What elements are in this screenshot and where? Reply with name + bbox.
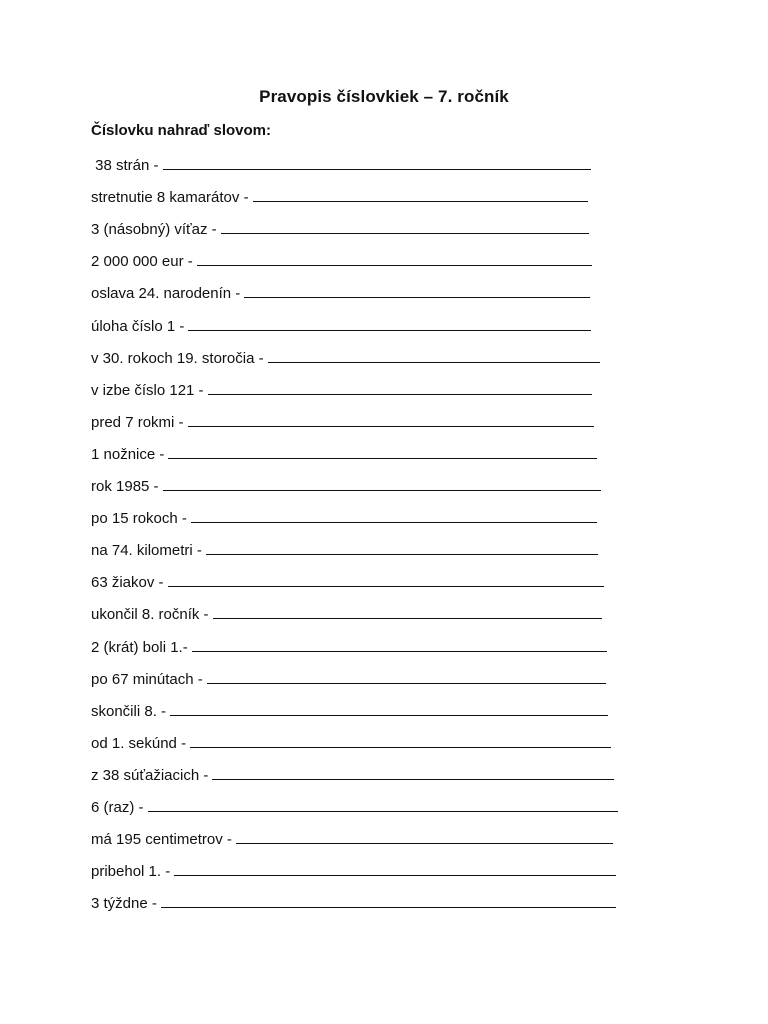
answer-blank-line[interactable] [174, 861, 616, 876]
answer-blank-line[interactable] [168, 572, 604, 587]
exercise-prompt: úloha číslo 1 - [91, 317, 185, 335]
answer-blank-line[interactable] [197, 251, 592, 266]
exercise-prompt: na 74. kilometri - [91, 542, 202, 560]
exercise-item [91, 540, 598, 560]
exercise-prompt: z 38 súťažiacich - [91, 766, 209, 784]
exercise-prompt: pribehol 1. - [91, 863, 171, 881]
exercise-prompt: v 30. rokoch 19. storočia - [91, 349, 264, 367]
exercise-prompt: 1 nožnice - [91, 445, 165, 463]
exercise-prompt: od 1. sekúnd - [91, 734, 187, 752]
exercise-prompt: 3 (násobný) víťaz - [91, 221, 217, 239]
answer-blank-line[interactable] [208, 380, 592, 395]
exercise-prompt: pred 7 rokmi - [91, 413, 184, 431]
answer-blank-line[interactable] [213, 604, 602, 619]
exercise-item [91, 701, 608, 721]
exercise-item [91, 829, 613, 849]
answer-blank-line[interactable] [207, 669, 606, 684]
exercise-item [91, 861, 616, 881]
exercise-item [91, 283, 590, 303]
exercise-prompt: 2 000 000 eur - [91, 253, 193, 271]
exercise-prompt: 38 strán - [91, 157, 159, 174]
exercise-item [91, 219, 589, 239]
exercise-prompt: rok 1985 - [91, 478, 159, 495]
answer-blank-line[interactable] [191, 508, 597, 523]
exercise-prompt: 2 (krát) boli 1.- [91, 638, 188, 656]
answer-blank-line[interactable] [148, 797, 619, 812]
exercise-item [91, 444, 597, 464]
answer-blank-line[interactable] [190, 733, 611, 748]
answer-blank-line[interactable] [163, 155, 591, 170]
answer-blank-line[interactable] [212, 765, 614, 780]
exercise-item [91, 316, 591, 336]
answer-blank-line[interactable] [268, 348, 600, 363]
answer-blank-line[interactable] [253, 187, 588, 202]
answer-blank-line[interactable] [206, 540, 598, 555]
exercise-item [91, 893, 616, 913]
worksheet-instruction: Číslovku nahraď slovom: [91, 122, 271, 139]
exercise-prompt: má 195 centimetrov - [91, 831, 232, 849]
exercise-item [91, 380, 592, 400]
answer-blank-line[interactable] [188, 412, 594, 427]
exercise-item [91, 187, 588, 207]
exercise-prompt: po 67 minútach - [91, 670, 203, 688]
exercise-prompt: skončili 8. - [91, 702, 167, 720]
answer-blank-line[interactable] [170, 701, 608, 716]
exercise-item [91, 765, 614, 785]
exercise-prompt: 6 (raz) - [91, 799, 144, 816]
exercise-prompt: 3 týždne - [91, 895, 157, 913]
answer-blank-line[interactable] [244, 283, 590, 298]
answer-blank-line[interactable] [163, 476, 601, 491]
exercise-item [91, 155, 591, 175]
exercise-item [91, 797, 618, 817]
exercise-item [91, 604, 602, 624]
answer-blank-line[interactable] [168, 444, 597, 459]
answer-blank-line[interactable] [161, 893, 616, 908]
exercise-prompt: ukončil 8. ročník - [91, 606, 209, 624]
exercise-item [91, 412, 594, 432]
worksheet-title: Pravopis číslovkiek – 7. ročník [259, 87, 509, 106]
exercise-item [91, 476, 601, 496]
exercise-item [91, 572, 604, 592]
answer-blank-line[interactable] [188, 316, 591, 331]
exercise-prompt: po 15 rokoch - [91, 510, 187, 528]
exercise-item [91, 348, 600, 368]
exercise-item [91, 733, 611, 753]
exercise-item [91, 251, 592, 271]
exercise-prompt: oslava 24. narodenín - [91, 285, 241, 303]
exercise-item [91, 637, 607, 657]
answer-blank-line[interactable] [192, 637, 607, 652]
answer-blank-line[interactable] [236, 829, 613, 844]
exercise-item [91, 508, 597, 528]
exercise-prompt: 63 žiakov - [91, 574, 164, 592]
exercise-prompt: stretnutie 8 kamarátov - [91, 189, 249, 207]
exercise-prompt: v izbe číslo 121 - [91, 381, 204, 399]
answer-blank-line[interactable] [221, 219, 589, 234]
exercise-item [91, 669, 606, 689]
